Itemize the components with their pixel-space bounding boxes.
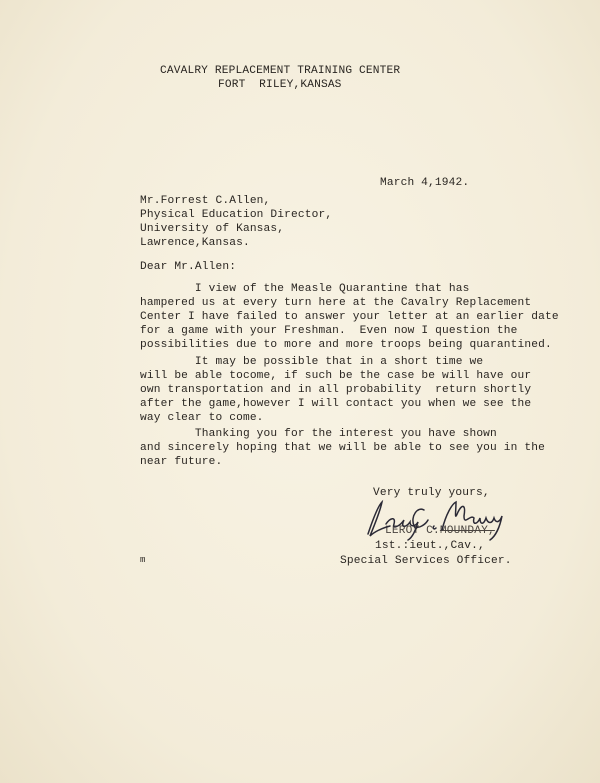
- signer-first-name: LEROY C.: [385, 525, 440, 537]
- typist-initials: m: [140, 555, 146, 565]
- paragraph-line: It may be possible that in a short time we: [140, 356, 484, 368]
- handwritten-signature: [360, 496, 520, 542]
- letterhead-line-1: CAVALRY REPLACEMENT TRAINING CENTER: [160, 65, 401, 77]
- signer-position: Special Services Officer.: [340, 555, 512, 567]
- salutation: Dear Mr.Allen:: [140, 261, 237, 273]
- body-paragraph-3: [140, 427, 545, 469]
- body-paragraph-1: [140, 282, 559, 352]
- paragraph-line: possibilities due to more and more troops being quarantined.: [140, 339, 552, 351]
- recipient-address: [140, 194, 332, 250]
- recipient-title: Physical Education Director,: [140, 209, 333, 221]
- letterhead: [160, 64, 400, 92]
- paragraph-line: near future.: [140, 456, 223, 468]
- recipient-city: Lawrence,Kansas.: [140, 237, 250, 249]
- recipient-name: Mr.Forrest C.Allen,: [140, 195, 271, 207]
- body-paragraph-2: [140, 355, 531, 425]
- letterhead-line-2: FORT RILEY,KANSAS: [218, 79, 342, 91]
- valediction: Very truly yours,: [373, 487, 490, 499]
- signer-last-name: MOUNDAY,: [439, 525, 495, 537]
- paragraph-line: own transportation and in all probability return shortly: [140, 384, 532, 396]
- paragraph-line: way clear to come.: [140, 412, 264, 424]
- paragraph-line: Center I have failed to answer your letter at an earlier date: [140, 311, 559, 323]
- recipient-organization: University of Kansas,: [140, 223, 285, 235]
- signer-rank: 1st.:ieut.,Cav.,: [375, 540, 485, 552]
- paragraph-line: hampered us at every turn here at the Cavalry Replacement: [140, 297, 532, 309]
- paragraph-line: Thanking you for the interest you have shown: [140, 428, 497, 440]
- paragraph-line: after the game,however I will contact you when we see the: [140, 398, 532, 410]
- paragraph-line: I view of the Measle Quarantine that has: [140, 283, 470, 295]
- letter-date: March 4,1942.: [380, 177, 470, 189]
- paragraph-line: for a game with your Freshman. Even now I question the: [140, 325, 518, 337]
- paragraph-line: and sincerely hoping that we will be able to see you in the: [140, 442, 545, 454]
- paragraph-line: will be able tocome, if such be the case be will have our: [140, 370, 532, 382]
